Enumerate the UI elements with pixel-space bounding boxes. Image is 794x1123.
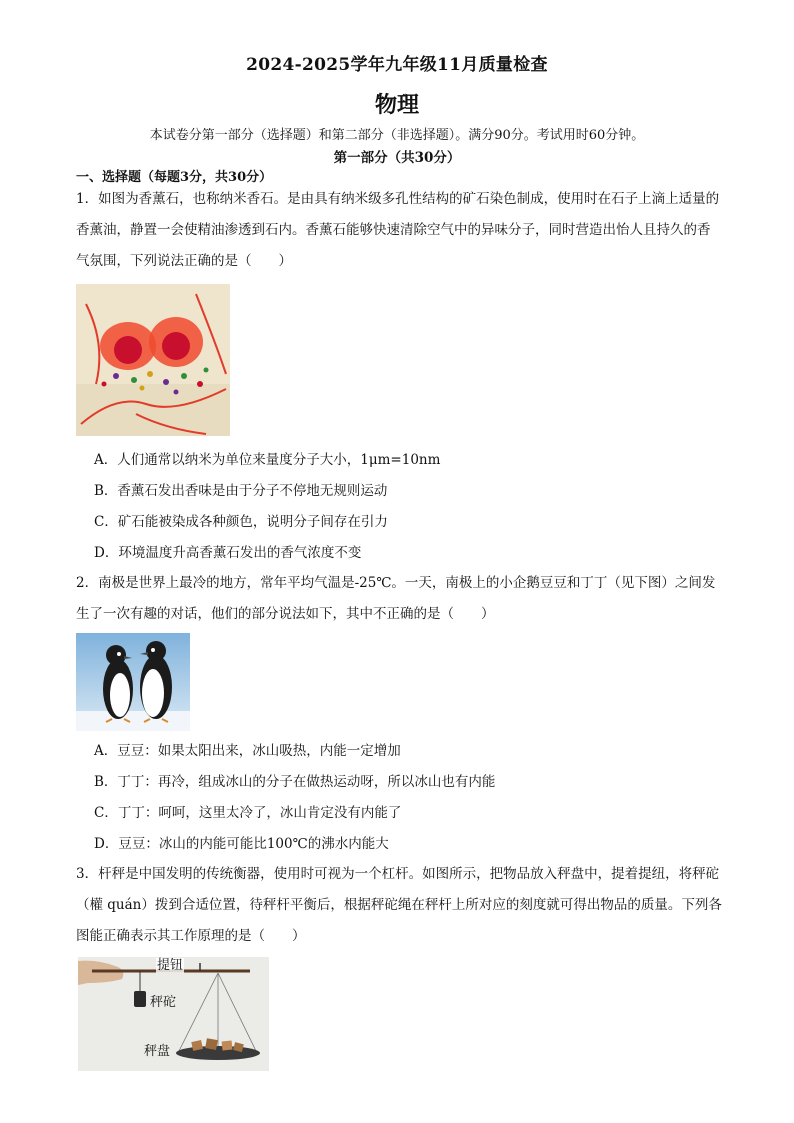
question-2-option-a: A．豆豆：如果太阳出来，冰山吸热，内能一定增加 (94, 743, 401, 759)
question-2-option-b: B．丁丁：再冷，组成冰山的分子在做热运动呀，所以冰山也有内能 (94, 774, 496, 790)
aroma-stone-image (76, 284, 230, 436)
label-lift-knob: 提钮 (157, 958, 184, 973)
question-3-text: 3．杆秤是中国发明的传统衡器，使用时可视为一个杠杆。如图所示，把物品放入秤盘中，提着提纽，将秤砣（權 quán）拨到合适位置，待秤杆平衡后，根据秤砣绳在秤杆上所对应的刻度就可得出物品的质量。下列各图能正确表示其工作原理的是（ ） (76, 866, 722, 944)
section-heading: 一、选择题（每题3分，共30分） (76, 170, 273, 185)
question-1-option-b: B．香薰石发出香味是由于分子不停地无规则运动 (94, 483, 388, 499)
question-1-option-c: C．矿石能被染成各种颜色，说明分子间存在引力 (94, 514, 388, 530)
steelyard-image (78, 957, 269, 1071)
exam-title: 2024-2025学年九年级11月质量检查 (246, 55, 548, 75)
part-heading: 第一部分（共30分） (333, 150, 461, 166)
penguins-image (76, 633, 190, 731)
question-2-option-d: D．豆豆：冰山的内能可能比100℃的沸水内能大 (94, 836, 389, 852)
label-counterweight: 秤砣 (150, 995, 177, 1010)
label-scale-pan: 秤盘 (144, 1044, 171, 1059)
question-1-text: 1．如图为香薰石，也称纳米香石。是由具有纳米级多孔性结构的矿石染色制成，使用时在石子上滴上适量的香薰油，静置一会使精油渗透到石内。香薰石能够快速清除空气中的异味分子，同时营造出怡人且持久的香气氛围，下列说法正确的是（ ） (76, 191, 720, 269)
question-1-option-a: A．人们通常以纳米为单位来量度分子大小，1μm=10nm (94, 452, 441, 468)
subject-title: 物理 (374, 92, 419, 118)
question-1-option-d: D．环境温度升高香薰石发出的香气浓度不变 (94, 545, 362, 561)
question-2-option-c: C．丁丁：呵呵，这里太冷了，冰山肯定没有内能了 (94, 805, 402, 821)
question-2-text: 2．南极是世界上最冷的地方，常年平均气温是-25℃。一天，南极上的小企鹅豆豆和丁丁（见下图）之间发生了一次有趣的对话，他们的部分说法如下，其中不正确的是（ ） (76, 575, 716, 622)
exam-note: 本试卷分第一部分（选择题）和第二部分（非选择题）。满分90分。考试用时60分钟。 (149, 128, 645, 143)
